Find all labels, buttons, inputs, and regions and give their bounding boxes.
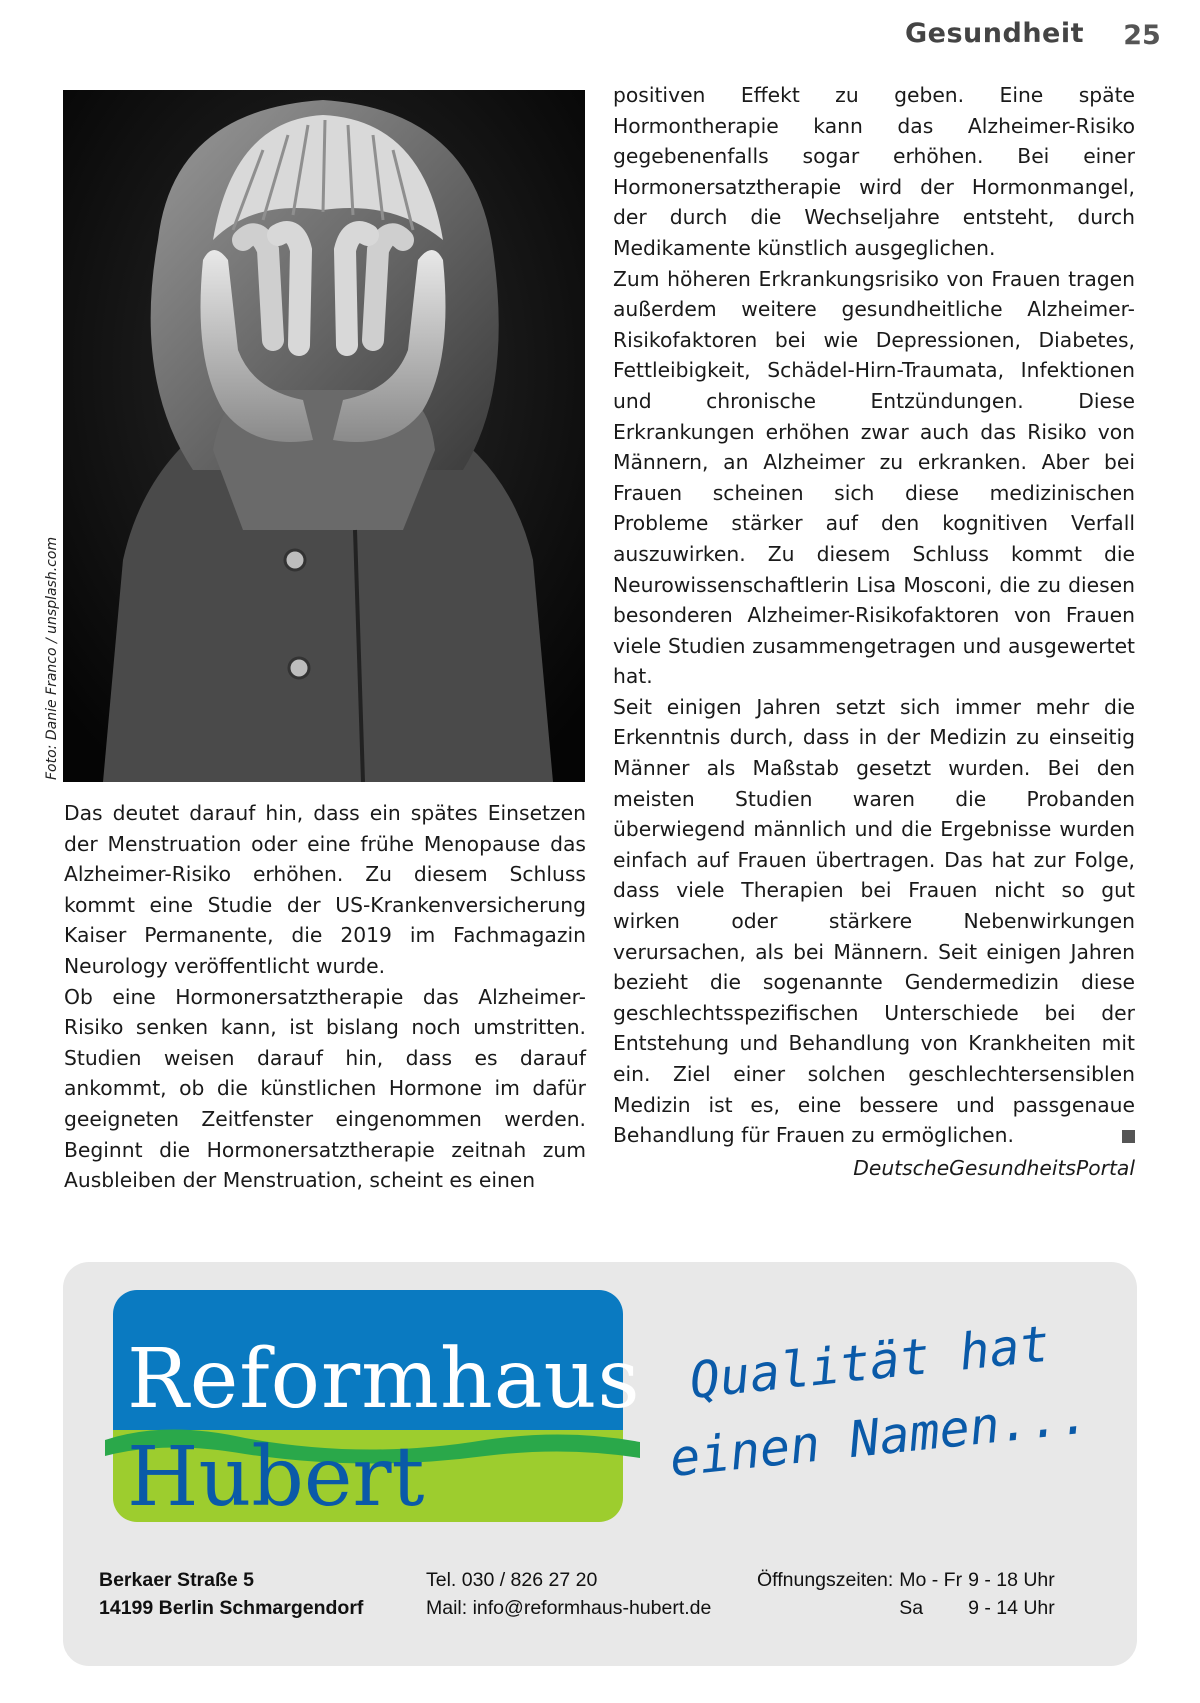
hours-time: 9 - 18 Uhr [968,1569,1055,1591]
hours-days: Sa [899,1597,924,1619]
store-contact [426,1566,711,1622]
slogan-line: einen Namen... [666,1386,1093,1488]
paragraph: positiven Effekt zu geben. Eine späte Hormontherapie kann das Alzheimer-Risiko gegebenenfalls sogar erhöhen. Bei einer Hormonersatztherapie wird der Hormonmangel, der durch die Wechseljahre entsteht, durch Medikamente künstlich ausgeglichen. [613,83,1135,260]
opening-hours [757,1566,1061,1622]
address-street: Berkaer Straße 5 [99,1569,255,1591]
hours-row [757,1566,1061,1594]
section-title: Gesundheit [905,18,1085,49]
hours-row [757,1594,1061,1622]
paragraph: Zum höheren Erkrankungsrisiko von Frauen tragen außerdem weitere gesundheitliche Alzheimer-Risikofaktoren bei wie Depressionen, Diabetes, Fettleibigkeit, Schädel-Hirn-Traumata, Infektionen und chronische Entzündungen. Diese Erkrankungen erhöhen zwar auch das Risiko von Männern, an Alzheimer zu erkranken. Aber bei Frauen scheinen sich diese medizinischen Probleme stärker auf den kognitiven Verfall auszuwirken. Zu diesem Schluss kommt die Neurowissenschaftlerin Lisa Mosconi, die zu diesen besonderen Alzheimer-Risikofaktoren von Frauen viele Studien zusammengetragen und ausgewertet hat. [613,266,1135,689]
advertisement [63,1262,1137,1666]
slogan-line: Qualität hat [686,1314,1053,1410]
article-column-right [613,80,1135,1183]
ad-slogan [663,1314,1093,1522]
opening-hours-table [757,1566,1061,1622]
hours-days: Mo - Fr [899,1569,963,1591]
store-email: Mail: info@reformhaus-hubert.de [426,1597,712,1619]
end-of-article-icon [1122,1130,1135,1143]
article-photo [63,90,585,782]
page-number: 25 [1105,0,1179,66]
address-city: 14199 Berlin Schmargendorf [99,1597,364,1619]
paragraph: Ob eine Hormonersatztherapie das Alzheimer-Risiko senken kann, ist bislang noch umstritten. Studien weisen darauf hin, dass es darauf ankommt, ob die künstlichen Hormone im dafür geeigneten Zeitfenster eingenommen werden. Beginnt die Hormonersatztherapie zeitnah zum Ausbleiben der Menstruation, scheint es einen [64,984,586,1193]
photo-illustration [63,90,585,782]
logo-text-reformhaus: Reformhaus [127,1332,641,1427]
reformhaus-logo [113,1290,641,1525]
paragraph [613,692,1135,1151]
article-column-left [64,798,586,1196]
store-address [99,1566,363,1622]
paragraph: Das deutet darauf hin, dass ein spätes Einsetzen der Menstruation oder eine frühe Menopause das Alzheimer-Risiko erhöhen. Zu diesem Schluss kommt eine Studie der US-Krankenversicherung Kaiser Permanente, die 2019 im Fachmagazin Neurology veröffentlicht wurde. [64,801,586,978]
hours-label-empty [757,1594,899,1622]
photo-credit-text: Foto: Danie Franco / unsplash.com [44,536,60,780]
hours-label: Öffnungszeiten: [757,1569,894,1591]
paragraph-text: Seit einigen Jahren setzt sich immer mehr die Erkenntnis durch, dass in der Medizin zu einseitig Männer als Maßstab gesetzt wurden. Bei den meisten Studien waren die Probanden überwiegend männlich und die Ergebnisse wurden einfach auf Frauen übertragen. Das hat zur Folge, dass viele Therapien bei Frauen nicht so gut wirken oder stärkere Nebenwirkungen verursachen, als bei Männern. Seit einigen Jahren bezieht die sogenannte Gendermedizin diese geschlechtsspezifischen Unterschiede bei der Entstehung und Behandlung von Krankheiten mit ein. Ziel einer solchen geschlechtersensiblen Medizin ist es, eine bessere und passgenaue Behandlung für Frauen zu ermöglichen. [613,694,1135,1148]
article-source: DeutscheGesundheitsPortal [853,1155,1135,1180]
logo-text-hubert: Hubert [127,1430,425,1525]
store-phone: Tel. 030 / 826 27 20 [426,1569,598,1591]
hours-time: 9 - 14 Uhr [968,1597,1055,1619]
